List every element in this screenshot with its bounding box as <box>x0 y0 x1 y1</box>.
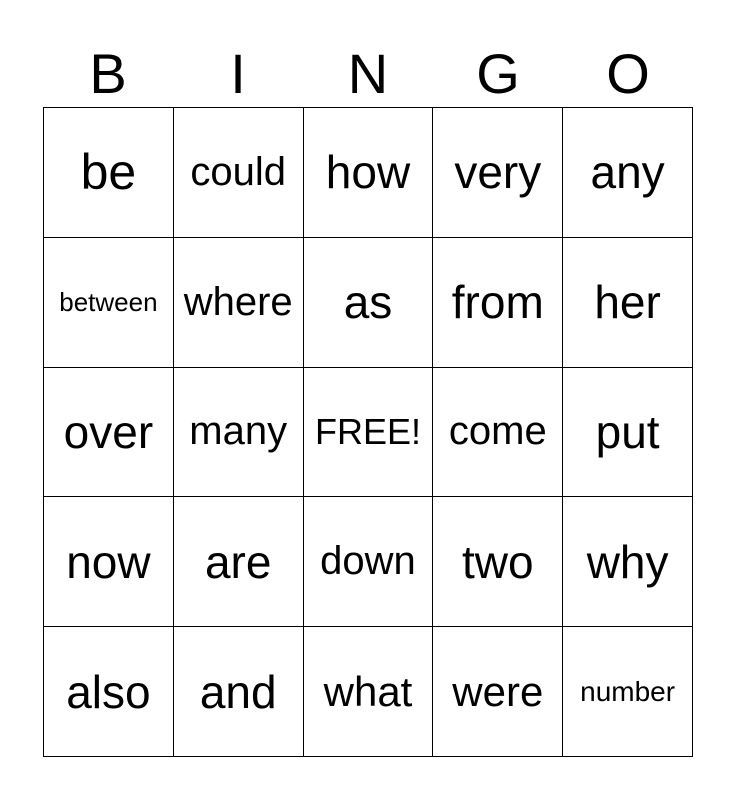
bingo-cell[interactable]: between <box>44 238 174 368</box>
bingo-cell[interactable]: many <box>174 368 304 498</box>
bingo-cell[interactable]: were <box>433 627 563 757</box>
bingo-board <box>43 107 693 757</box>
bingo-cell[interactable]: come <box>433 368 563 498</box>
bingo-cell[interactable]: where <box>174 238 304 368</box>
bingo-cell[interactable]: any <box>563 108 693 238</box>
bingo-cell[interactable]: be <box>44 108 174 238</box>
header-letter-g: G <box>476 42 520 105</box>
bingo-cell[interactable]: are <box>174 497 304 627</box>
bingo-cell[interactable]: two <box>433 497 563 627</box>
bingo-cell[interactable]: what <box>304 627 434 757</box>
header-letter-b: B <box>89 42 127 105</box>
bingo-cell[interactable]: now <box>44 497 174 627</box>
header-letter-i: I <box>230 42 246 105</box>
bingo-cell[interactable]: as <box>304 238 434 368</box>
bingo-cell[interactable]: could <box>174 108 304 238</box>
bingo-cell[interactable]: number <box>563 627 693 757</box>
bingo-cell[interactable]: why <box>563 497 693 627</box>
bingo-cell[interactable]: from <box>433 238 563 368</box>
free-space-cell[interactable]: FREE! <box>304 368 434 498</box>
bingo-header <box>43 40 693 108</box>
header-letter-n: N <box>347 42 389 105</box>
bingo-cell[interactable]: put <box>563 368 693 498</box>
bingo-cell[interactable]: over <box>44 368 174 498</box>
bingo-cell[interactable]: very <box>433 108 563 238</box>
header-letter-o: O <box>606 42 650 105</box>
bingo-cell[interactable]: down <box>304 497 434 627</box>
bingo-cell[interactable]: also <box>44 627 174 757</box>
bingo-cell[interactable]: how <box>304 108 434 238</box>
bingo-cell[interactable]: and <box>174 627 304 757</box>
bingo-cell[interactable]: her <box>563 238 693 368</box>
